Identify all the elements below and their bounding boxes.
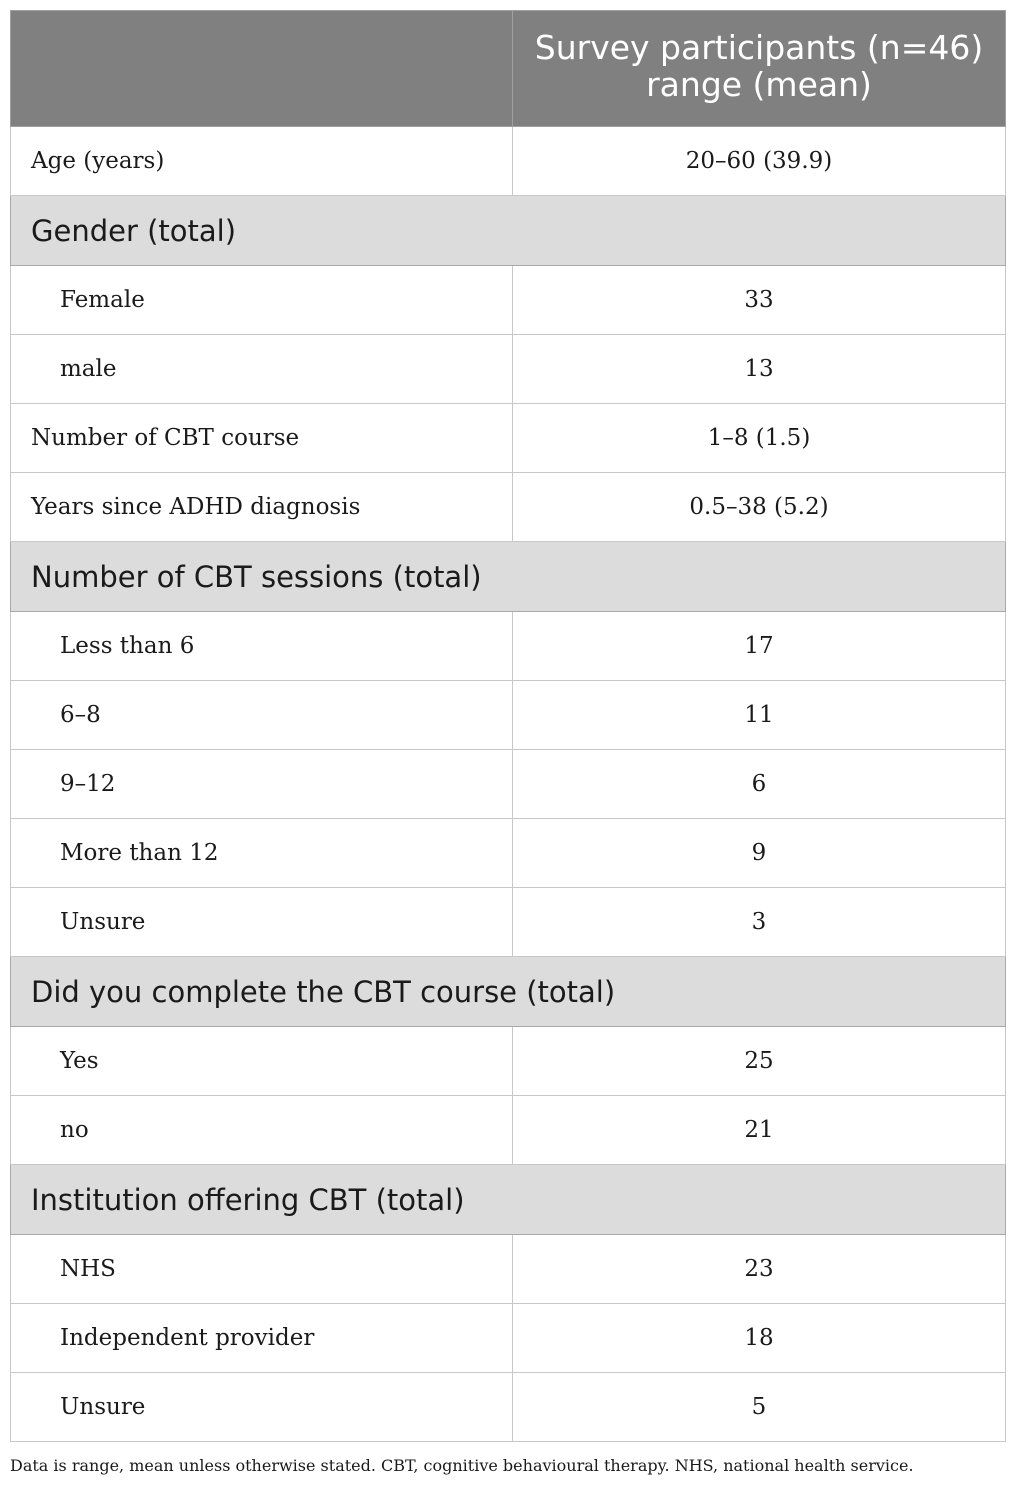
row-label: Female [11,266,513,335]
row-label: 6–8 [11,681,513,750]
table-row [11,681,1006,750]
table-row [11,1373,1006,1442]
row-value: 3 [513,888,1006,957]
section-header-institution: Institution offering CBT (total) [11,1165,1006,1235]
row-label: Number of CBT course [11,404,513,473]
row-label: Less than 6 [11,612,513,681]
row-label: More than 12 [11,819,513,888]
section-header-completed: Did you complete the CBT course (total) [11,957,1006,1027]
table-row [11,1304,1006,1373]
row-value: 11 [513,681,1006,750]
row-value: 9 [513,819,1006,888]
table-row [11,127,1006,196]
header-blank-cell [11,11,513,127]
section-header-sessions: Number of CBT sessions (total) [11,542,1006,612]
table-row [11,473,1006,542]
table-row [11,266,1006,335]
table-row [11,335,1006,404]
row-label: Independent provider [11,1304,513,1373]
row-value: 13 [513,335,1006,404]
row-label: NHS [11,1235,513,1304]
row-label: Age (years) [11,127,513,196]
row-value: 6 [513,750,1006,819]
row-label: 9–12 [11,750,513,819]
row-value: 1–8 (1.5) [513,404,1006,473]
row-label: male [11,335,513,404]
row-value: 25 [513,1027,1006,1096]
row-label: Yes [11,1027,513,1096]
row-value: 5 [513,1373,1006,1442]
table-row [11,750,1006,819]
row-label: Unsure [11,1373,513,1442]
table-row [11,404,1006,473]
header-participants: Survey participants (n=46) range (mean) [513,11,1006,127]
row-value: 0.5–38 (5.2) [513,473,1006,542]
row-label: no [11,1096,513,1165]
participants-table [10,10,1006,1442]
row-value: 18 [513,1304,1006,1373]
table-row [11,612,1006,681]
row-value: 17 [513,612,1006,681]
table-row [11,819,1006,888]
row-label: Years since ADHD diagnosis [11,473,513,542]
section-header-gender: Gender (total) [11,196,1006,266]
row-value: 21 [513,1096,1006,1165]
table-row [11,1096,1006,1165]
table-row [11,1027,1006,1096]
table-row [11,1235,1006,1304]
row-value: 23 [513,1235,1006,1304]
table-footnote: Data is range, mean unless otherwise stated. CBT, cognitive behavioural therapy. NHS, national health service. [10,1456,914,1475]
row-value: 20–60 (39.9) [513,127,1006,196]
header-row [11,11,1006,127]
row-label: Unsure [11,888,513,957]
table-row [11,888,1006,957]
row-value: 33 [513,266,1006,335]
